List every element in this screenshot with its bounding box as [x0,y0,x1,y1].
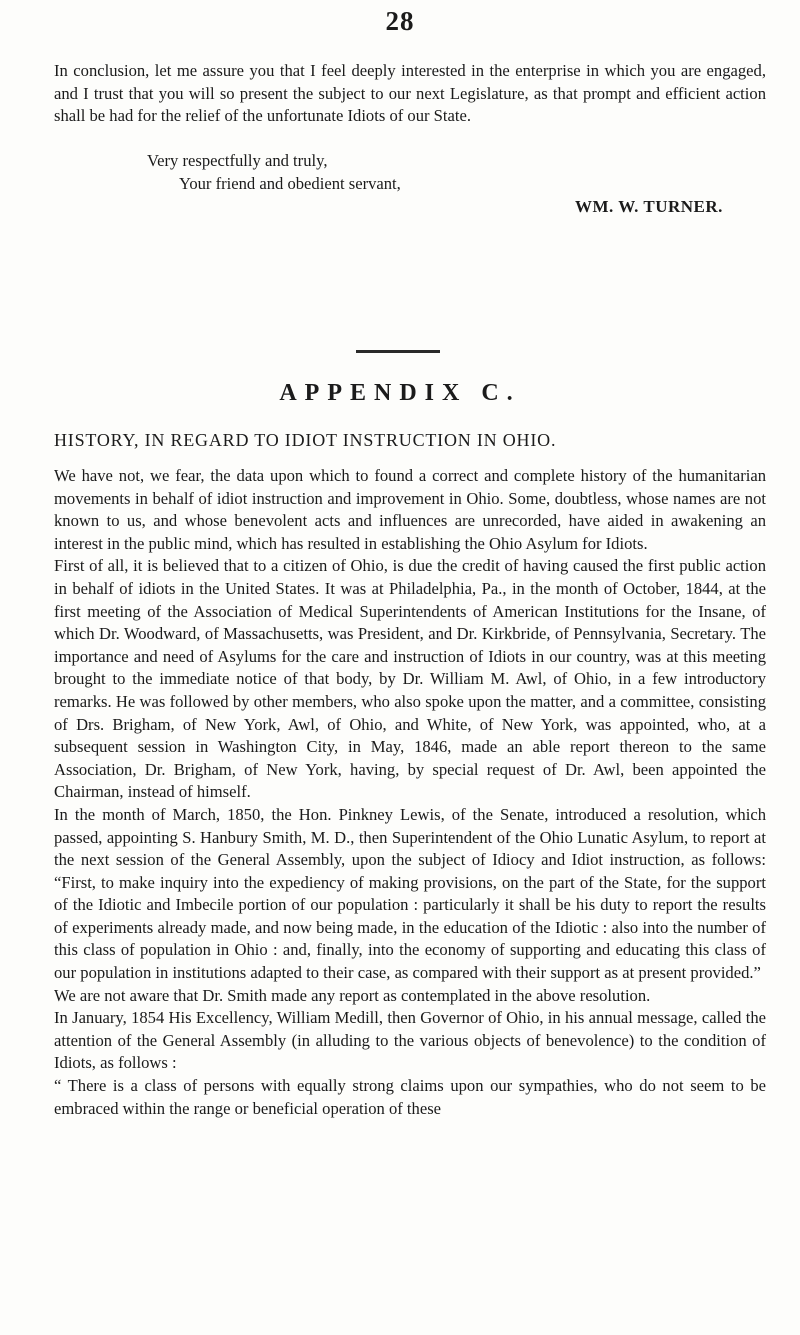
closing-line-1: Very respectfully and truly, [147,151,328,170]
signature: WM. W. TURNER. [575,197,723,216]
paragraph-resolution: In the month of March, 1850, the Hon. Pinkney Lewis, of the Senate, introduced a resolution, which passed, appointing S. Hanbury Smith, M. D., then Superintendent of the Ohio Lunatic Asylum, to report at the next session of the General Assembly, upon the subject of Idiocy and Idiot instruction, as follows: “First, to make inquiry into the expediency of making provisions, on the part of the State, for the support of the Idiotic and Imbecile portion of our population : particularly it shall be his duty to report the results of experiments already made, and now being made, in the education of the Idiotic : also into the number of this class of population in Ohio : and, finally, into the economy of supporting and educating this class of our population in institutions adapted to their case, as compared with their support as at present provided.” [54,804,766,983]
closing-line-2: Your friend and obedient servant, [179,174,401,193]
paragraph-no-report: We are not aware that Dr. Smith made any report as contemplated in the above resolution. [54,985,651,1005]
appendix-body [54,465,766,1120]
letter-body-block [54,60,766,128]
page-number: 28 [385,6,415,36]
section-divider [356,350,440,353]
letter-body: In conclusion, let me assure you that I feel deeply interested in the enterprise in which you are engaged, and I trust that you will so present the subject to our next Legislature, as that prompt and efficient action shall be had for the relief of the unfortunate Idiots of our State. [54,61,766,126]
paragraph-governor-message: In January, 1854 His Excellency, William Medill, then Governor of Ohio, in his annual message, called the attention of the General Assembly (in alluding to the various objects of benevolence) to the condition of Idiots, as follows : [54,1008,766,1073]
paragraph-first-action: First of all, it is believed that to a citizen of Ohio, is due the credit of having caused the first public action in behalf of idiots in the United States. It was at Philadelphia, Pa., in the month of October, 1844, at the first meeting of the Association of Medical Superintendents of American Institutions for the Insane, of which Dr. Woodward, of Massachusetts, was President, and Dr. Kirkbride, of Pennsylvania, Secretary. The importance and need of Asylums for the care and instruction of Idiots in our country, was at this meeting brought to the immediate notice of that body, by Dr. William M. Awl, of Ohio, in a few introductory remarks. He was followed by other members, who also spoke upon the matter, and a committee, consisting of Drs. Brigham, of New York, Awl, of Ohio, and White, of New York, was appointed, who, at a subsequent session in Washington City, in May, 1846, made an able report thereon to the same Association, Dr. Brigham, of New York, having, by special request of Dr. Awl, been appointed the Chairman, instead of himself. [54,556,766,802]
paragraph-intro: We have not, we fear, the data upon which to found a correct and complete history of the humanitarian movements in behalf of idiot instruction and improvement in Ohio. Some, doubtless, whose names are not known to us, and whose benevolent acts and influences are unrecorded, have aided in awakening an interest in the public mind, which has resulted in establishing the Ohio Asylum for Idiots. [54,466,766,553]
section-heading: HISTORY, IN REGARD TO IDIOT INSTRUCTION IN OHIO. [54,430,557,450]
appendix-title: APPENDIX C. [279,380,521,406]
paragraph-quotation: “ There is a class of persons with equally strong claims upon our sympathies, who do not seem to be embraced within the range or beneficial operation of these [54,1076,766,1118]
